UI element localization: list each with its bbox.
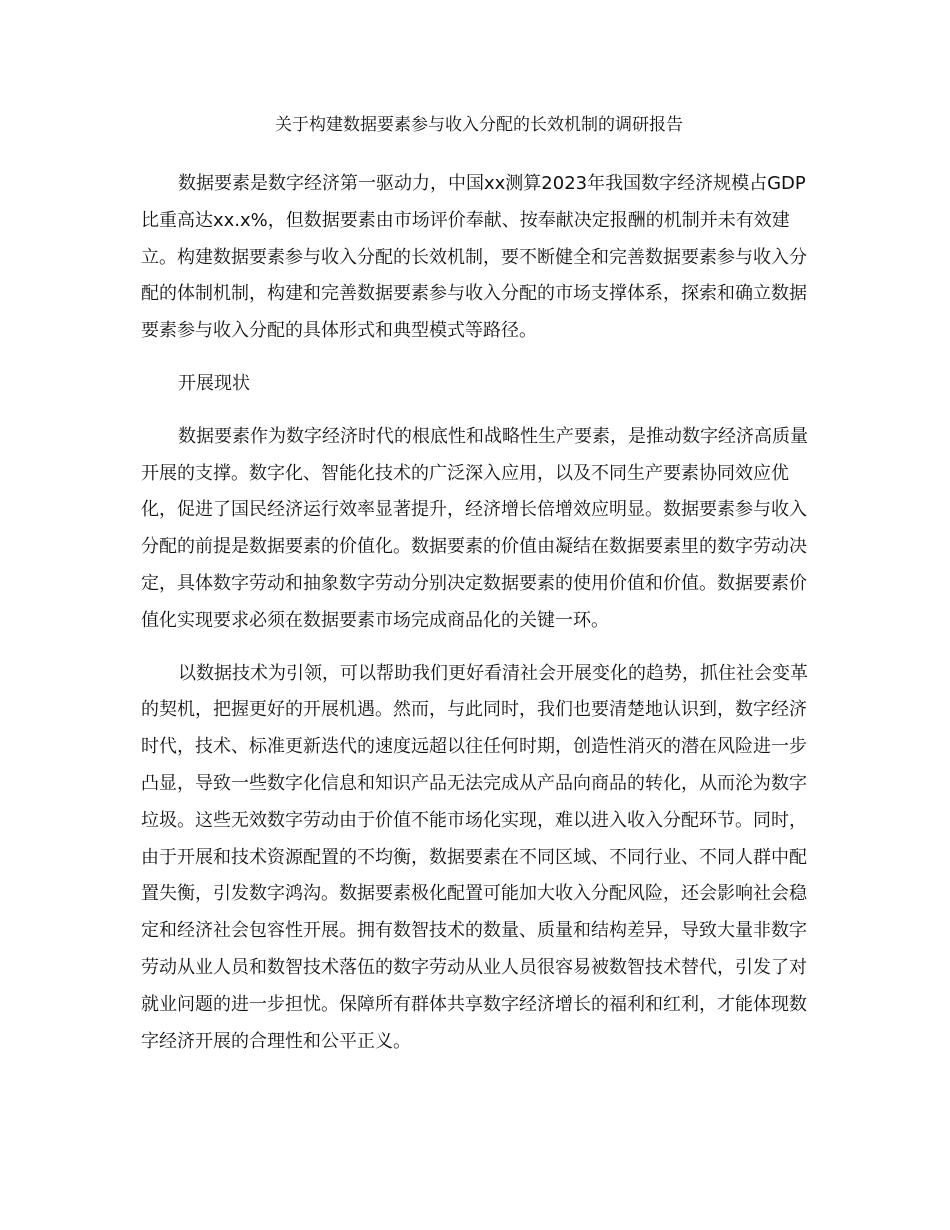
- body-paragraph-1: 数据要素作为数字经济时代的根底性和战略性生产要素，是推动数字经济高质量开展的支撑。数字化、智能化技术的广泛深入应用，以及不同生产要素协同效应优化，促进了国民经济运行效率显著提升，经济增长倍增效应明显。数据要素参与收入分配的前提是数据要素的价值化。数据要素的价值由凝结在数据要素里的数字劳动决定，具体数字劳动和抽象数字劳动分别决定数据要素的使用价值和价值。数据要素价值化实现要求必须在数据要素市场完成商品化的关键一环。: [141, 425, 808, 631]
- document-page: [141, 112, 809, 1076]
- body-paragraph-2: 以数据技术为引领，可以帮助我们更好看清社会开展变化的趋势，抓住社会变革的契机，把握更好的开展机遇。然而，与此同时，我们也要清楚地认识到，数字经济时代，技术、标准更新迭代的速度远超以往任何时期，创造性消灭的潜在风险进一步凸显，导致一些数字化信息和知识产品无法完成从产品向商品的转化，从而沦为数字垃圾。这些无效数字劳动由于价值不能市场化实现，难以进入收入分配环节。同时，由于开展和技术资源配置的不均衡，数据要素在不同区域、不同行业、不同人群中配置失衡，引发数字鸿沟。数据要素极化配置可能加大收入分配风险，还会影响社会稳定和经济社会包容性开展。拥有数智技术的数量、质量和结构差异，导致大量非数字劳动从业人员和数智技术落伍的数字劳动从业人员很容易被数智技术替代，引发了对就业问题的进一步担忧。保障所有群体共享数字经济增长的福利和红利，才能体现数字经济开展的合理性和公平正义。: [141, 662, 808, 1052]
- document-title: 关于构建数据要素参与收入分配的长效机制的调研报告: [275, 115, 683, 135]
- intro-paragraph: 数据要素是数字经济第一驱动力，中国xx测算2023年我国数字经济规模占GDP比重高达xx.x%，但数据要素由市场评价奉献、按奉献决定报酬的机制并未有效建立。构建数据要素参与收入分配的长效机制，要不断健全和完善数据要素参与收入分配的体制机制，构建和完善数据要素参与收入分配的市场支撑体系，探索和确立数据要素参与收入分配的具体形式和典型模式等路径。: [141, 173, 807, 342]
- section-heading: 开展现状: [178, 372, 250, 394]
